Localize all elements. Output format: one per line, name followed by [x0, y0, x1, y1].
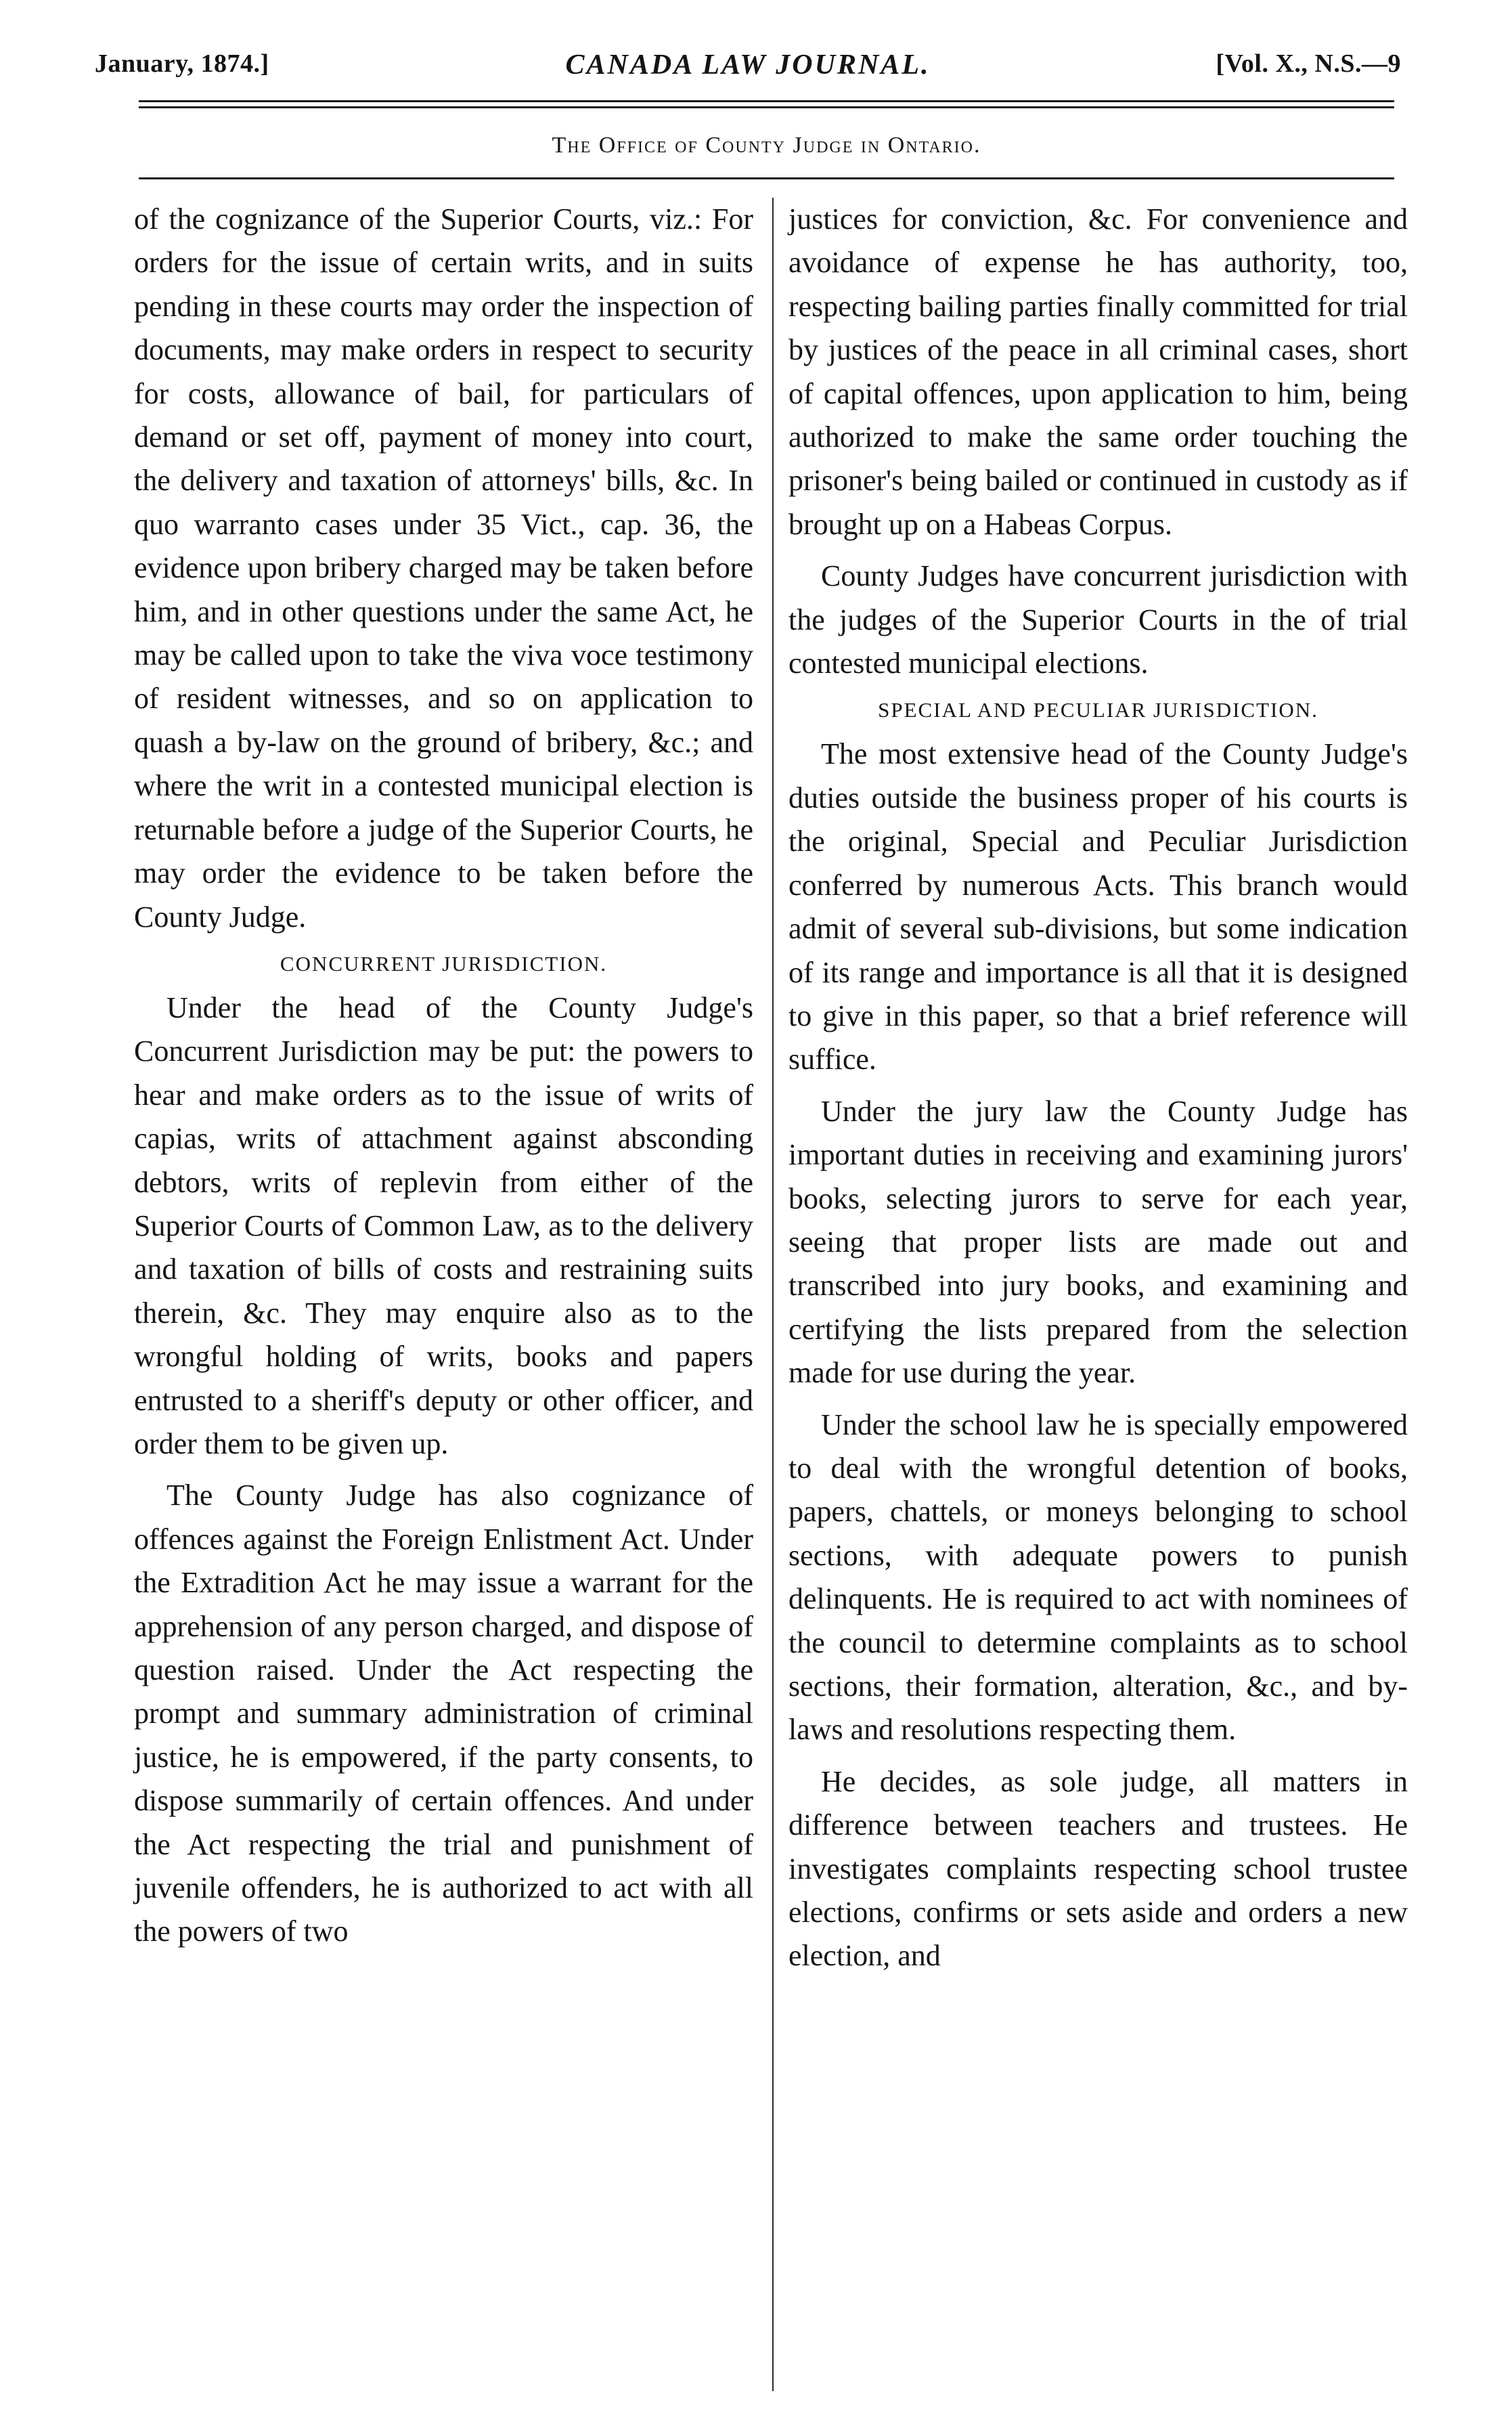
column-divider [772, 198, 774, 2391]
running-head [95, 42, 1401, 83]
paragraph: County Judges have concurrent jurisdiction with the judges of the Superior Courts in the of trial contested municipal elections. [788, 559, 1408, 680]
paragraph: The most extensive head of the County Judge's duties outside the business proper of his courts is the original, Special and Peculiar Jurisdiction conferred by numerous Acts. This branch would admit of several sub-divisions, but some indication of its range and importance is all that it is designed to give in this paper, so that a brief reference will suffice. [788, 737, 1408, 1076]
paragraph: He decides, as sole judge, all matters in difference between teachers and trustees. He investigates complaints respecting school trustee elections, confirms or sets aside and orders a new election, and [788, 1764, 1408, 1973]
left-column [134, 198, 753, 1962]
article-title: The Office of County Judge in Ontario. [552, 133, 981, 158]
issue-date: January, 1874.] [95, 49, 269, 78]
right-column [788, 198, 1408, 1986]
subheading-concurrent-jurisdiction: CONCURRENT JURISDICTION. [280, 951, 608, 976]
subheading-special-peculiar-jurisdiction: SPECIAL AND PECULIAR JURISDICTION. [878, 698, 1318, 722]
header-rule-bottom [139, 106, 1394, 108]
paragraph: The County Judge has also cognizance of offences against the Foreign Enlistment Act. Under the Extradition Act he may issue a warrant for the apprehension of any person charged, and dispose of question raised. Under the Act respecting the prompt and summary administration of criminal justice, he is empowered, if the party consents, to dispose summarily of certain offences. And under the Act respecting the trial and punishment of juvenile offenders, he is authorized to act with all the powers of two [134, 1479, 753, 1948]
paragraph: Under the head of the County Judge's Concurrent Jurisdiction may be put: the powers to hear and make orders as to the issue of writs of capias, writs of attachment against absconding debtors, writs of replevin from either of the Superior Courts of Common Law, as to the delivery and taxation of bills of costs and restraining suits therein, &c. They may enquire also as to the wrongful holding of writs, books and papers entrusted to a sheriff's deputy or other officer, and order them to be given up. [134, 990, 753, 1460]
paragraph: justices for conviction, &c. For convenience and avoidance of expense he has authority, too, respecting bailing parties finally committed for trial by justices of the peace in all criminal cases, short of capital offences, upon application to him, being authorized to make the same order touching the prisoner's being bailed or continued in custody as if brought up on a Habeas Corpus. [788, 202, 1408, 541]
paragraph: Under the school law he is specially empowered to deal with the wrongful detention of books, papers, chattels, or moneys belonging to school sections, with adequate powers to punish delinquents. He is required to act with nominees of the council to determine complaints as to school sections, their formation, alteration, &c., and by-laws and resolutions respecting them. [788, 1407, 1408, 1747]
header-rule-top [139, 100, 1394, 102]
paragraph: Under the jury law the County Judge has important duties in receiving and examining jurors' books, selecting jurors to serve for each year, seeing that proper lists are made out and transcribed into jury books, and examining and certifying the lists prepared from the selection made for use during the year. [788, 1094, 1408, 1390]
title-rule [139, 177, 1394, 179]
volume-page-number: [Vol. X., N.S.—9 [1216, 49, 1401, 78]
paragraph: of the cognizance of the Superior Courts, viz.: For orders for the issue of certain writs, and in suits pending in these courts may order the inspection of documents, may make orders in respect to security for costs, allowance of bail, for particulars of demand or set off, payment of money into court, the delivery and taxation of attorneys' bills, &c. In quo warranto cases under 35 Vict., cap. 36, the evidence upon bribery charged may be taken before him, and in other questions under the same Act, he may be called upon to take the viva voce testimony of resident witnesses, and so on application to quash a by-law on the ground of bribery, &c.; and where the writ in a contested municipal election is returnable before a judge of the Superior Courts, he may order the evidence to be taken before the County Judge. [134, 202, 753, 934]
journal-title: CANADA LAW JOURNAL. [565, 49, 931, 81]
